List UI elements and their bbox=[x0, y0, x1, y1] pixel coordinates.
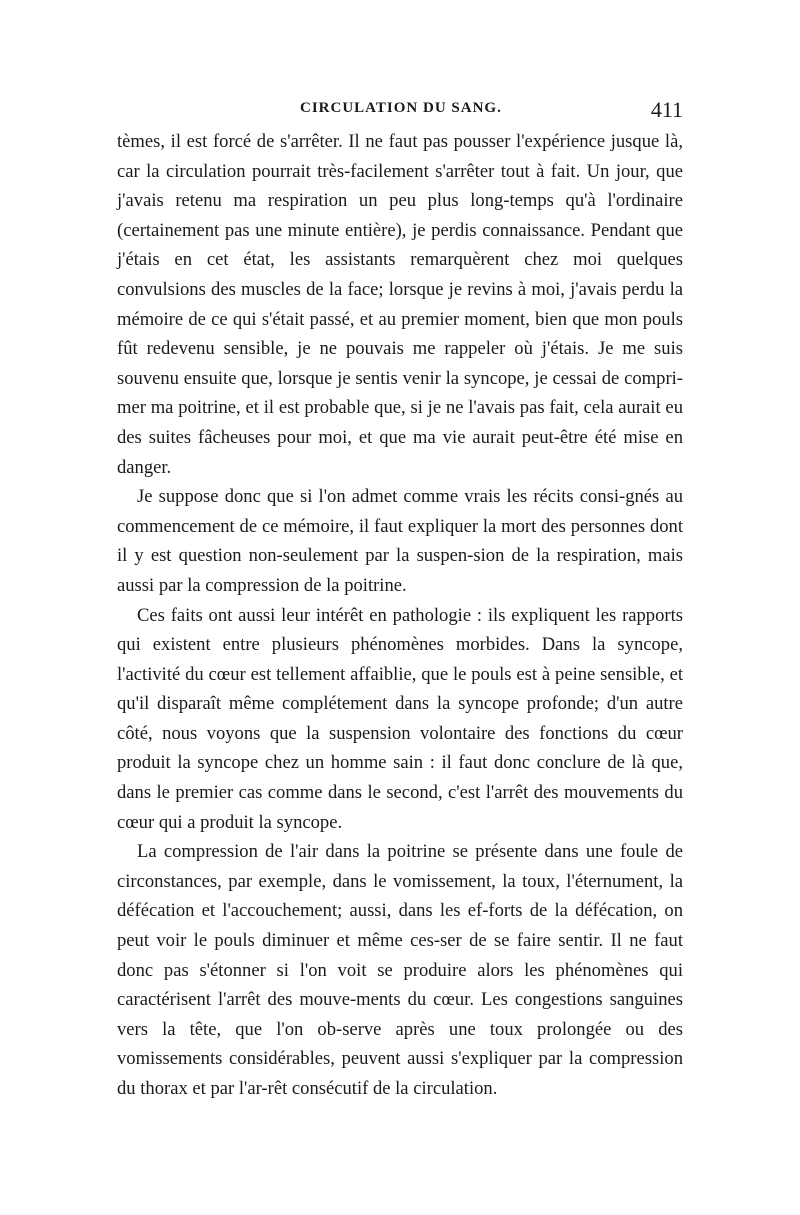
page-number: 411 bbox=[650, 97, 683, 122]
running-title: CIRCULATION DU SANG. bbox=[300, 100, 502, 116]
paragraph-conclusion: Je suppose donc que si l'on admet comme vrais les récits consi-gnés au commencement de ce mémoire, il faut expliquer la mort des personnes dont il y est question non-seulement par la suspen-sion de la respiration, mais aussi par la compression de la poitrine. bbox=[117, 486, 683, 596]
running-header bbox=[117, 97, 683, 123]
paragraph-compression: La compression de l'air dans la poitrine se présente dans une foule de circonstances, par exemple, dans le vomissement, la toux, l'éternument, la défécation et l'accouchement; aussi, dans les ef-forts de la défécation, on peut voir le pouls diminuer et même ces-ser de se faire sentir. Il ne faut donc pas s'étonner si l'on voit se produire alors les phénomènes qui caractérisent l'arrêt des mouve-ments du cœur. Les congestions sanguines vers la tête, que l'on ob-serve après une toux prolongée ou des vomissements considérables, peuvent aussi s'expliquer par la compression du thorax et par l'ar-rêt consécutif de la circulation. bbox=[117, 841, 683, 1099]
paragraph-continued: tèmes, il est forcé de s'arrêter. Il ne faut pas pousser l'expérience jusque là, car la circulation pourrait très-facilement s'arrêter tout à fait. Un jour, que j'avais retenu ma respiration un peu plus long-temps qu'à l'ordinaire (certainement pas une minute entière), je perdis connaissance. Pendant que j'étais en cet état, les assistants remarquèrent chez moi quelques convulsions des muscles de la face; lorsque je revins à moi, j'avais perdu la mémoire de ce qui s'était passé, et au premier moment, bien que mon pouls fût redevenu sensible, je ne pouvais me rappeler où j'étais. Je me suis souvenu ensuite que, lorsque je sentis venir la syncope, je cessai de compri-mer ma poitrine, et il est probable que, si je ne l'avais pas fait, cela aurait eu des suites fâcheuses pour moi, et que ma vie aurait peut-être été mise en danger. bbox=[117, 131, 683, 478]
book-page bbox=[117, 97, 683, 1104]
paragraph-pathology: Ces faits ont aussi leur intérêt en pathologie : ils expliquent les rapports qui existent entre plusieurs phénomènes morbides. Dans la syncope, l'activité du cœur est tellement affaiblie, que le pouls est à peine sensible, et qu'il disparaît même complétement dans la syncope profonde; d'un autre côté, nous voyons que la suspension volontaire des fonctions du cœur produit la syncope chez un homme sain : il faut donc conclure de là que, dans le premier cas comme dans le second, c'est l'arrêt des mouvements du cœur qui a produit la syncope. bbox=[117, 604, 683, 833]
body-text bbox=[117, 127, 683, 1104]
